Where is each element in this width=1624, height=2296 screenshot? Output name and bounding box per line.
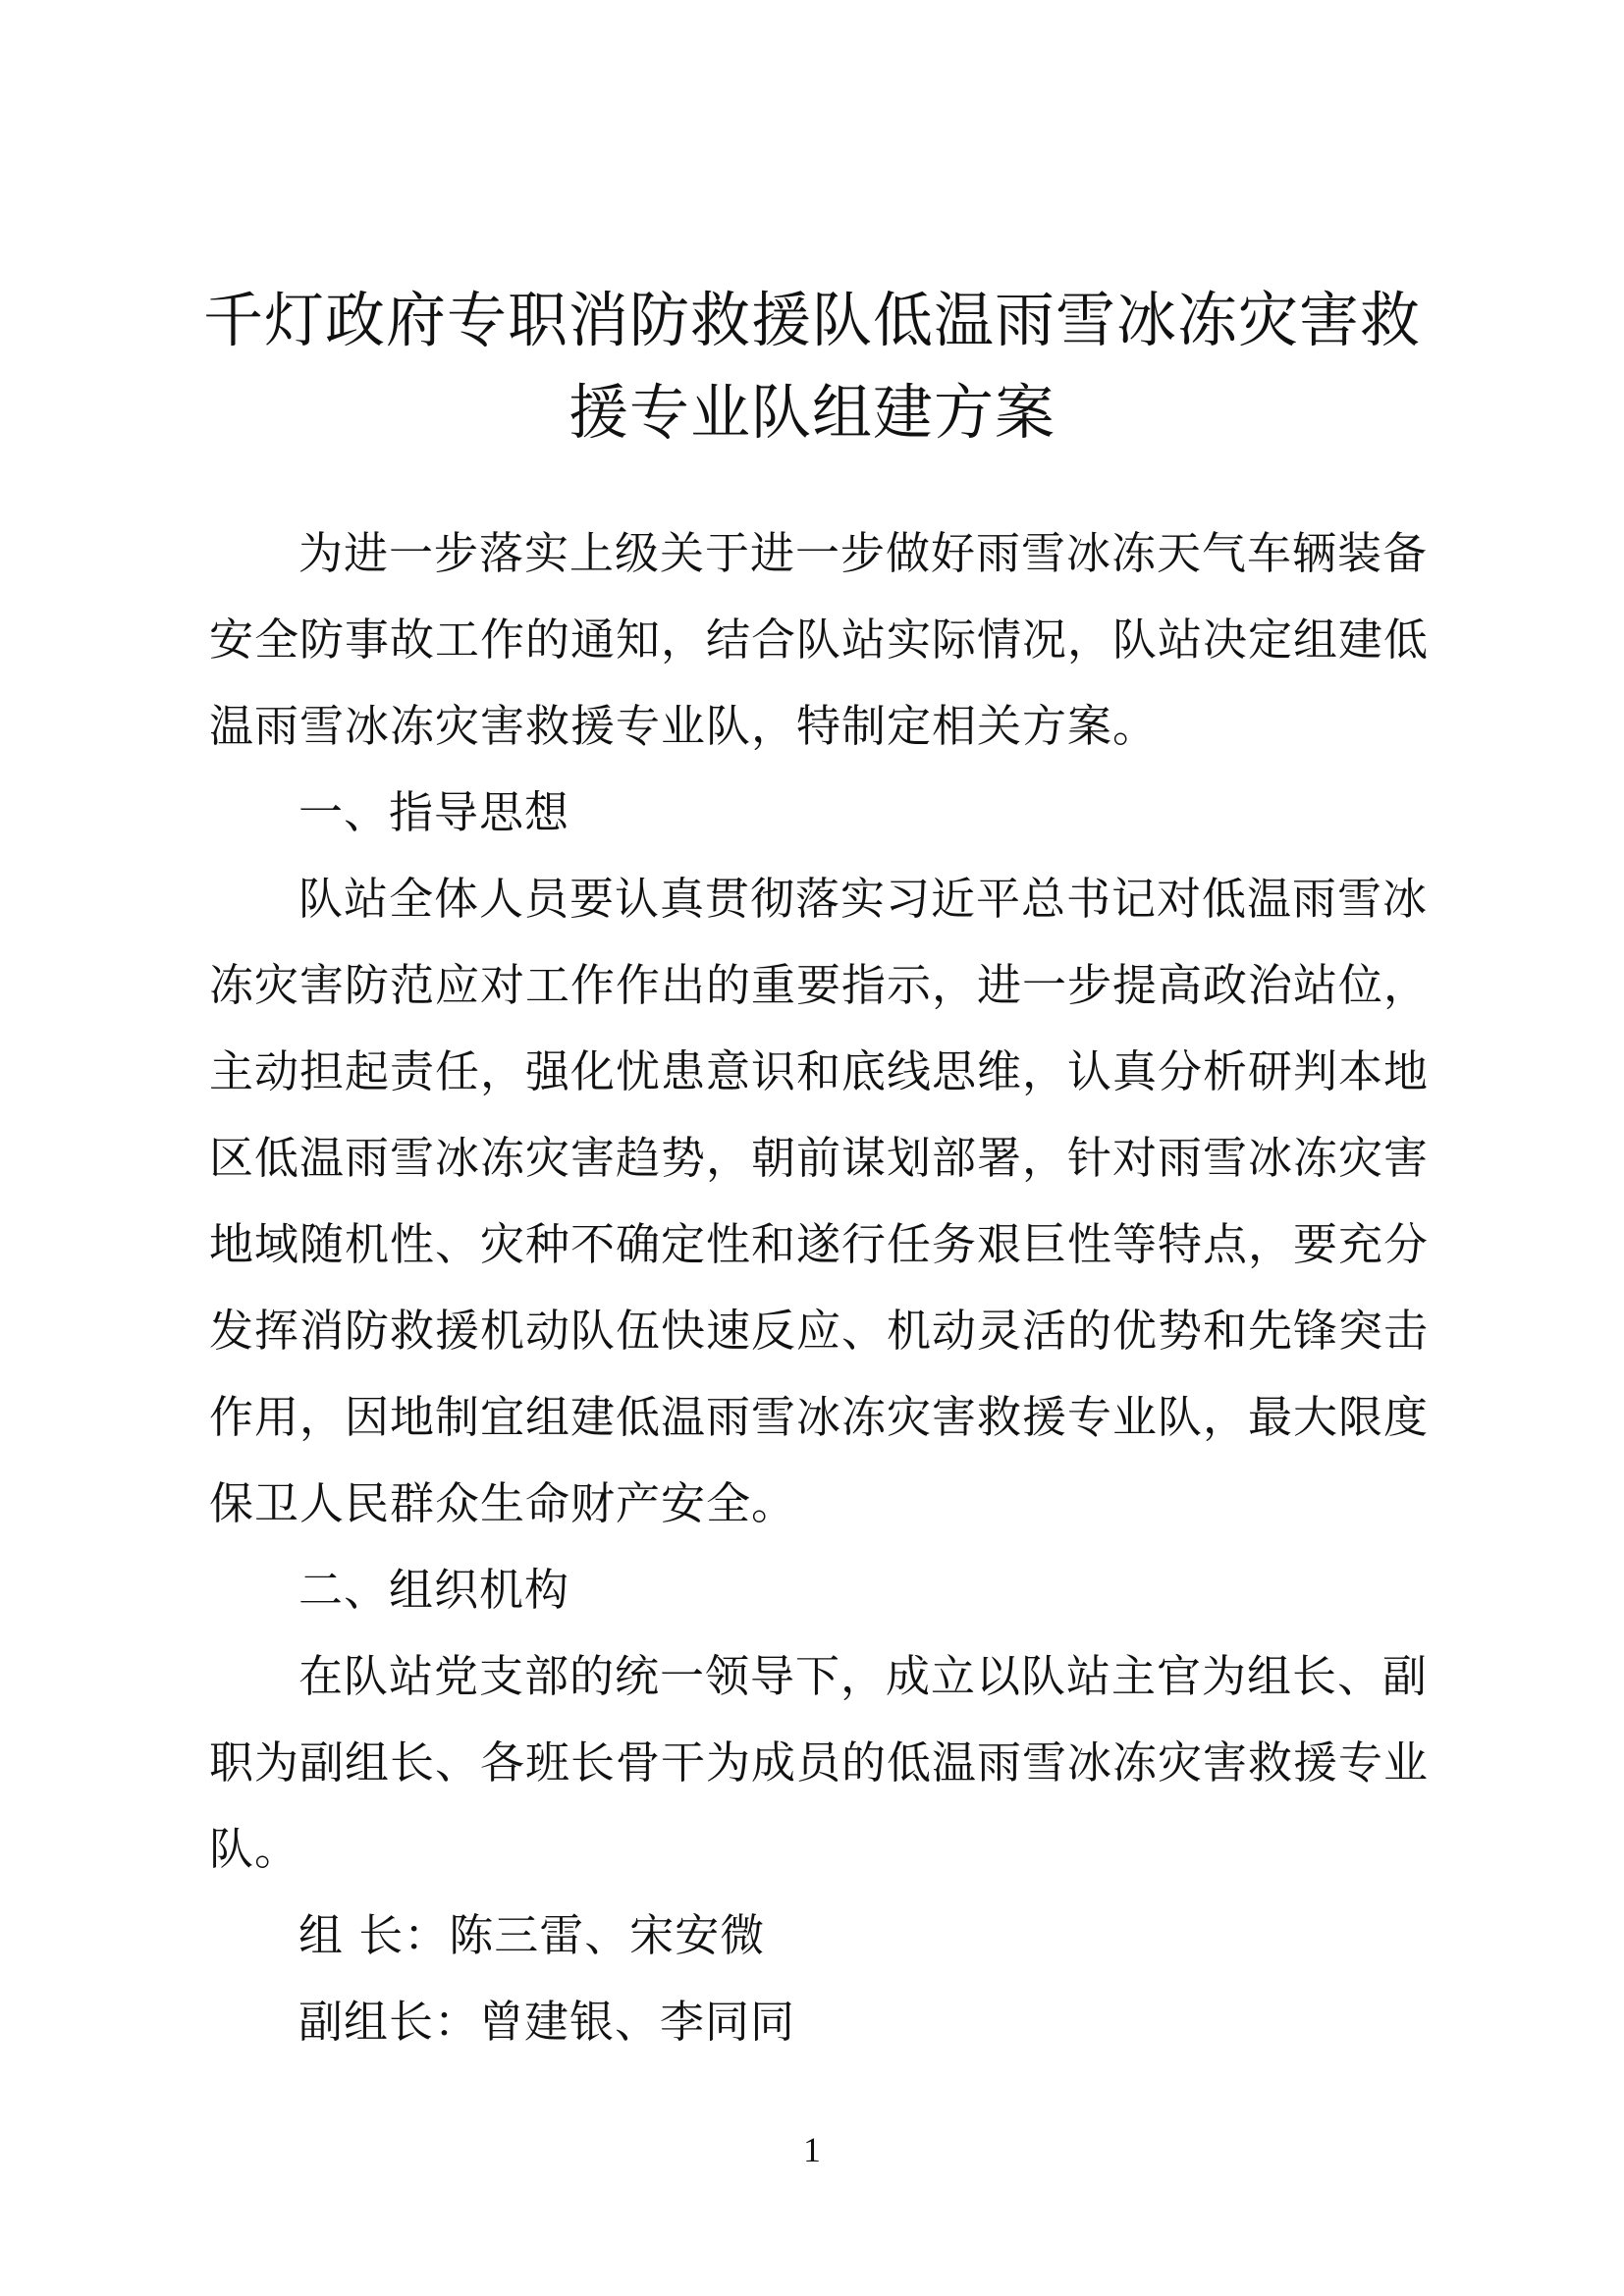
page-number: 1	[803, 2130, 821, 2169]
text-line: 队。	[209, 1823, 300, 1875]
document-title	[196, 275, 1428, 459]
text-line: 冻灾害防范应对工作作出的重要指示，进一步提高政治站位，	[209, 959, 1430, 1011]
text-line: 队站全体人员要认真贯彻落实习近平总书记对低温雨雪冰	[298, 873, 1429, 925]
title-line-2: 援专业队组建方案	[568, 378, 1056, 448]
text-line: 安全防事故工作的通知，结合队站实际情况，队站决定组建低	[209, 614, 1430, 666]
text-line: 地域随机性、灾种不确定性和遂行任务艰巨性等特点，要充分	[209, 1218, 1430, 1270]
text-line: 区低温雨雪冰冻灾害趋势，朝前谋划部署，针对雨雪冰冻灾害	[209, 1132, 1430, 1184]
text-line: 发挥消防救援机动队伍快速反应、机动灵活的优势和先锋突击	[209, 1305, 1430, 1357]
document-body	[209, 510, 1430, 2065]
text-line: 保卫人民群众生命财产安全。	[209, 1477, 797, 1529]
title-line-1: 千灯政府专职消防救援队低温雨雪冰冻灾害救	[202, 286, 1421, 355]
text-line: 在队站党支部的统一领导下，成立以队站主官为组长、副	[298, 1650, 1429, 1702]
text-line: 作用，因地制宜组建低温雨雪冰冻灾害救援专业队，最大限度	[209, 1391, 1430, 1443]
text-line: 主动担起责任，强化忧患意识和底线思维，认真分析研判本地	[209, 1045, 1430, 1097]
text-line: 温雨雪冰冻灾害救援专业队，特制定相关方案。	[209, 700, 1159, 752]
text-line: 一、指导思想	[298, 786, 570, 838]
text-line: 组 长：陈三雷、宋安微	[298, 1909, 766, 1961]
text-line: 二、组织机构	[298, 1564, 570, 1616]
text-line: 副组长：曾建银、李同同	[298, 1996, 796, 2048]
text-line: 职为副组长、各班长骨干为成员的低温雨雪冰冻灾害救援专业	[209, 1736, 1430, 1789]
text-line: 为进一步落实上级关于进一步做好雨雪冰冻天气车辆装备	[298, 527, 1429, 579]
